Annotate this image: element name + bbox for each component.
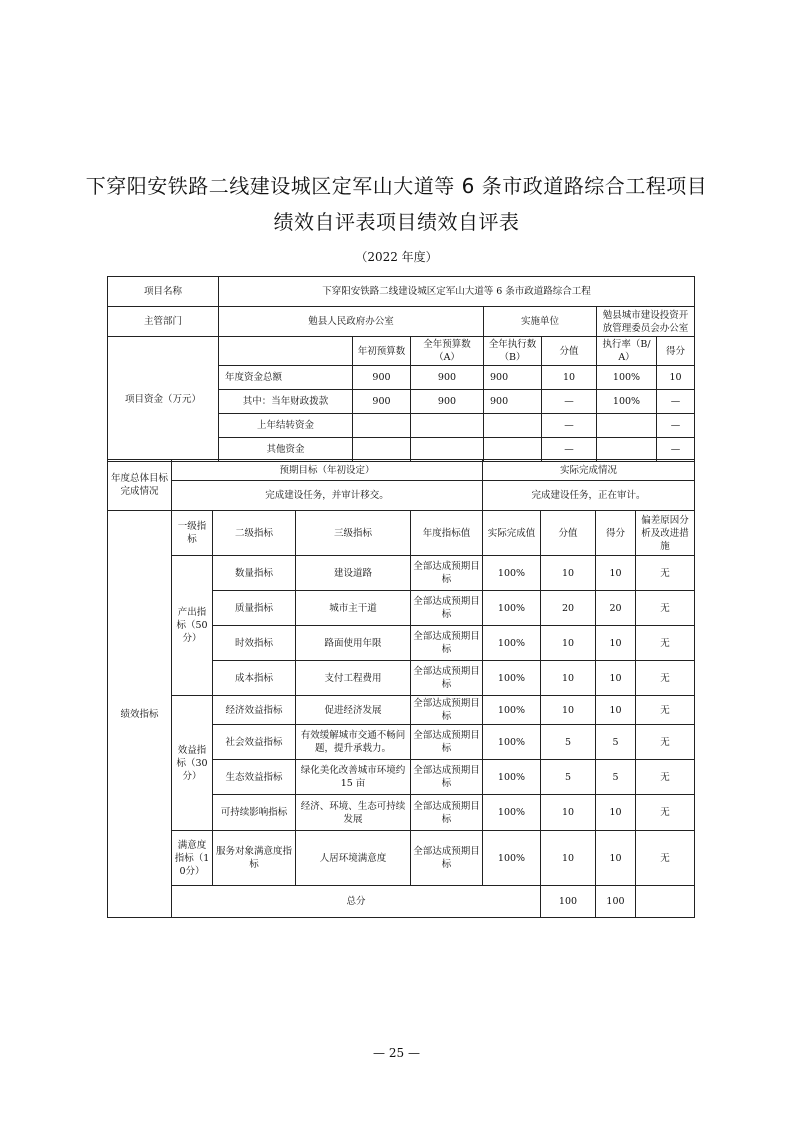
indicator-score: 5 <box>596 760 636 795</box>
funds-cell <box>411 414 484 438</box>
indicator-l3: 支付工程费用 <box>296 661 411 696</box>
goals-actual-value: 完成建设任务，正在审计。 <box>483 481 695 511</box>
dept-value: 勉县人民政府办公室 <box>219 307 484 337</box>
indicator-score: 10 <box>596 556 636 591</box>
goals-table <box>107 459 695 511</box>
indicator-score: 10 <box>596 831 636 886</box>
indicator-value: 10 <box>541 661 596 696</box>
indicator-target: 全部达成预期目标 <box>411 696 483 725</box>
indicator-l2: 时效指标 <box>213 626 296 661</box>
indicator-actual: 100% <box>483 795 541 831</box>
indicators-header: 年度指标值 <box>411 511 483 556</box>
funds-cell <box>597 414 657 438</box>
funds-row-name: 上年结转资金 <box>219 414 353 438</box>
funds-cell: — <box>542 414 597 438</box>
impl-value: 勉县城市建设投资开放管理委员会办公室 <box>597 307 695 337</box>
indicator-value: 20 <box>541 591 596 626</box>
document-title-line1: 下穿阳安铁路二线建设城区定军山大道等 6 条市政道路综合工程项目 <box>85 174 708 198</box>
indicator-l2: 成本指标 <box>213 661 296 696</box>
indicator-target: 全部达成预期目标 <box>411 591 483 626</box>
funds-cell: — <box>542 390 597 414</box>
dept-label: 主管部门 <box>108 307 219 337</box>
funds-cell: — <box>657 390 695 414</box>
funds-label: 项目资金（万元） <box>108 337 219 462</box>
indicator-actual: 100% <box>483 661 541 696</box>
indicator-l2: 服务对象满意度指标 <box>213 831 296 886</box>
indicator-value: 5 <box>541 725 596 760</box>
impl-label: 实施单位 <box>484 307 597 337</box>
indicators-header: 实际完成值 <box>483 511 541 556</box>
indicator-l3: 人居环境满意度 <box>296 831 411 886</box>
total-label: 总分 <box>172 886 541 918</box>
funds-cell <box>484 414 542 438</box>
funds-cell: 100% <box>597 390 657 414</box>
indicator-actual: 100% <box>483 626 541 661</box>
indicator-value: 10 <box>541 696 596 725</box>
indicators-header: 偏差原因分析及改进措施 <box>636 511 695 556</box>
goals-actual-header: 实际完成情况 <box>483 460 695 481</box>
funds-cell <box>484 438 542 462</box>
indicators-table <box>107 510 695 918</box>
indicator-deviation: 无 <box>636 795 695 831</box>
funds-cell: 10 <box>542 366 597 390</box>
goals-expected-header: 预期目标（年初设定） <box>172 460 483 481</box>
funds-cell <box>411 438 484 462</box>
project-funds-table <box>107 276 695 462</box>
indicator-l3: 绿化美化改善城市环境约 15 亩 <box>296 760 411 795</box>
indicator-l3: 城市主干道 <box>296 591 411 626</box>
indicator-actual: 100% <box>483 556 541 591</box>
funds-cell: 900 <box>411 366 484 390</box>
indicator-l3: 有效缓解城市交通不畅问题，提升承载力。 <box>296 725 411 760</box>
indicator-target: 全部达成预期目标 <box>411 760 483 795</box>
indicator-value: 10 <box>541 831 596 886</box>
total-blank <box>636 886 695 918</box>
indicator-deviation: 无 <box>636 760 695 795</box>
funds-header: 全年执行数（B） <box>484 337 542 366</box>
goals-expected-value: 完成建设任务，并审计移交。 <box>172 481 483 511</box>
funds-cell: 100% <box>597 366 657 390</box>
indicator-deviation: 无 <box>636 831 695 886</box>
indicator-value: 10 <box>541 795 596 831</box>
indicator-actual: 100% <box>483 696 541 725</box>
indicator-actual: 100% <box>483 760 541 795</box>
indicator-l2: 可持续影响指标 <box>213 795 296 831</box>
indicator-actual: 100% <box>483 831 541 886</box>
indicator-target: 全部达成预期目标 <box>411 556 483 591</box>
indicators-header: 一级指标 <box>172 511 213 556</box>
indicator-value: 10 <box>541 556 596 591</box>
indicator-target: 全部达成预期目标 <box>411 831 483 886</box>
funds-cell: 900 <box>353 390 411 414</box>
indicator-l2: 生态效益指标 <box>213 760 296 795</box>
funds-row-name: 其中：当年财政拨款 <box>219 390 353 414</box>
indicator-l2: 经济效益指标 <box>213 696 296 725</box>
funds-cell: 900 <box>353 366 411 390</box>
indicator-group-label: 效益指标（30分） <box>172 696 213 831</box>
indicator-deviation: 无 <box>636 626 695 661</box>
goals-label: 年度总体目标完成情况 <box>108 460 172 511</box>
indicator-l3: 路面使用年限 <box>296 626 411 661</box>
funds-header: 年初预算数 <box>353 337 411 366</box>
funds-header: 得分 <box>657 337 695 366</box>
indicator-l2: 质量指标 <box>213 591 296 626</box>
funds-cell: — <box>657 414 695 438</box>
indicator-l2: 社会效益指标 <box>213 725 296 760</box>
indicator-group-label: 满意度指标（10分） <box>172 831 213 886</box>
total-value: 100 <box>541 886 596 918</box>
funds-cell: — <box>657 438 695 462</box>
funds-cell <box>353 438 411 462</box>
funds-header-blank <box>219 337 353 366</box>
funds-header: 分值 <box>542 337 597 366</box>
indicator-actual: 100% <box>483 725 541 760</box>
funds-header: 执行率（B/A） <box>597 337 657 366</box>
indicator-deviation: 无 <box>636 591 695 626</box>
indicators-header: 二级指标 <box>213 511 296 556</box>
indicator-value: 5 <box>541 760 596 795</box>
indicator-deviation: 无 <box>636 661 695 696</box>
indicator-score: 10 <box>596 696 636 725</box>
page-number: — 25 — <box>373 1046 420 1060</box>
project-name-value: 下穿阳安铁路二线建设城区定军山大道等 6 条市政道路综合工程 <box>219 277 695 307</box>
indicators-header: 分值 <box>541 511 596 556</box>
indicator-score: 10 <box>596 626 636 661</box>
funds-row-name: 其他资金 <box>219 438 353 462</box>
indicator-score: 10 <box>596 661 636 696</box>
indicator-l3: 建设道路 <box>296 556 411 591</box>
indicator-l2: 数量指标 <box>213 556 296 591</box>
funds-cell: 900 <box>484 390 542 414</box>
funds-cell: 900 <box>411 390 484 414</box>
indicator-value: 10 <box>541 626 596 661</box>
indicator-target: 全部达成预期目标 <box>411 725 483 760</box>
indicators-section-label: 绩效指标 <box>108 511 172 918</box>
indicator-score: 20 <box>596 591 636 626</box>
funds-row-name: 年度资金总额 <box>219 366 353 390</box>
indicator-actual: 100% <box>483 591 541 626</box>
total-score: 100 <box>596 886 636 918</box>
funds-cell: 900 <box>484 366 542 390</box>
funds-cell: 10 <box>657 366 695 390</box>
indicator-l3: 促进经济发展 <box>296 696 411 725</box>
indicator-group-label: 产出指标（50分） <box>172 556 213 696</box>
indicator-l3: 经济、环境、生态可持续发展 <box>296 795 411 831</box>
indicators-header: 三级指标 <box>296 511 411 556</box>
indicator-deviation: 无 <box>636 696 695 725</box>
indicators-header: 得分 <box>596 511 636 556</box>
funds-cell <box>597 438 657 462</box>
document-title-line2: 绩效自评表项目绩效自评表 <box>273 210 520 234</box>
indicator-target: 全部达成预期目标 <box>411 795 483 831</box>
year-label: （2022 年度） <box>355 250 438 264</box>
indicator-deviation: 无 <box>636 725 695 760</box>
indicator-deviation: 无 <box>636 556 695 591</box>
funds-cell: — <box>542 438 597 462</box>
funds-header: 全年预算数（A） <box>411 337 484 366</box>
funds-cell <box>353 414 411 438</box>
indicator-score: 5 <box>596 725 636 760</box>
indicator-score: 10 <box>596 795 636 831</box>
indicator-target: 全部达成预期目标 <box>411 661 483 696</box>
indicator-target: 全部达成预期目标 <box>411 626 483 661</box>
project-name-label: 项目名称 <box>108 277 219 307</box>
